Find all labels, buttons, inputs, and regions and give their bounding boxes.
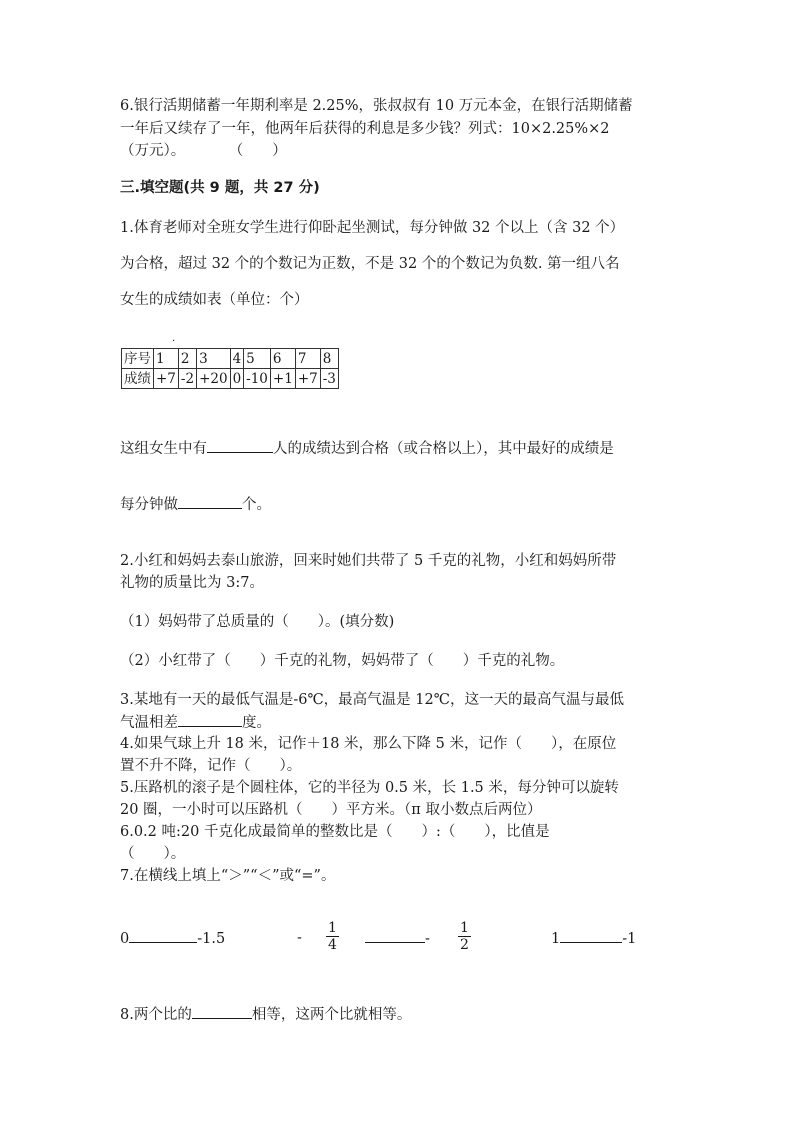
answer-blank[interactable] (365, 928, 425, 943)
answer-blank[interactable] (192, 1004, 252, 1019)
q6-prev-line3: （万元）。 （ ） (120, 143, 287, 159)
answer-blank[interactable] (178, 494, 242, 509)
q1-line4-text-b: 人的成绩达到合格（或合格以上），其中最好的成绩是 (273, 441, 614, 457)
q1-line2: 为合格，超过 32 个的个数记为正数，不是 32 个的个数记为负数. 第一组八名 (120, 256, 620, 272)
table-cell: -3 (320, 369, 338, 389)
q1-line4 (120, 438, 614, 459)
stray-dot: · (172, 336, 176, 347)
table-header-cell: 序号 (122, 349, 154, 369)
q8-line1 (120, 1004, 411, 1025)
q1-line5 (120, 494, 271, 515)
table-cell: +7 (154, 369, 179, 389)
compare-1 (120, 928, 225, 949)
q1-line3: 女生的成绩如表（单位：个） (120, 292, 309, 308)
table-cell: 3 (197, 349, 231, 369)
table-cell: +20 (197, 369, 231, 389)
table-cell: -10 (244, 369, 271, 389)
q1-line1: 1.体育老师对全班女学生进行仰卧起坐测试，每分钟做 32 个以上（含 32 个） (120, 220, 625, 236)
compare-2-minus-b: - (425, 931, 430, 947)
q5-line1: 5.压路机的滚子是个圆柱体，它的半径为 0.5 米，长 1.5 米，每分钟可以旋转 (120, 780, 619, 796)
q8-text-a: 8.两个比的 (120, 1007, 192, 1023)
table-cell: -2 (178, 369, 196, 389)
q3-line2-text-a: 气温相差 (120, 715, 178, 731)
table-cell: 2 (178, 349, 196, 369)
compare-1-left: 0 (120, 931, 130, 947)
q3-line2-text-b: 度。 (242, 715, 271, 731)
q6-line2: （ ）。 (120, 846, 186, 862)
table-cell: 7 (295, 349, 320, 369)
table-cell: +1 (270, 369, 295, 389)
table-cell: 4 (230, 349, 244, 369)
q3-line2 (120, 712, 271, 733)
fraction-numerator: 1 (460, 920, 469, 936)
compare-3 (551, 928, 636, 949)
q2-line2: 礼物的质量比为 3:7。 (120, 575, 264, 591)
q2-sub1: （1）妈妈带了总质量的（ ）。(填分数) (120, 614, 395, 630)
q2-line1: 2.小红和妈妈去泰山旅游，回来时她们共带了 5 千克的礼物，小红和妈妈所带 (120, 553, 617, 569)
compare-1-right: -1.5 (197, 931, 226, 947)
compare-3-left: 1 (551, 931, 561, 947)
q7-line1: 7.在横线上填上“＞”“＜”或“=”。 (120, 868, 336, 884)
q2-sub2: （2）小红带了（ ）千克的礼物，妈妈带了（ ）千克的礼物。 (120, 653, 565, 669)
answer-blank[interactable] (560, 928, 622, 943)
table-cell: 5 (244, 349, 271, 369)
q4-line1: 4.如果气球上升 18 米，记作＋18 米，那么下降 5 米，记作（ ），在原位 (120, 736, 617, 752)
compare-3-right: -1 (622, 931, 637, 947)
fraction-denominator: 4 (328, 937, 337, 953)
table-cell: 1 (154, 349, 179, 369)
q5-line2: 20 圈，一小时可以压路机（ ）平方米。（π 取小数点后两位） (120, 802, 542, 818)
table-row (122, 369, 339, 389)
fraction-one-half (458, 920, 471, 953)
q4-line2: 置不升不降，记作（ ）。 (120, 758, 302, 774)
table-row (122, 349, 339, 369)
score-table (121, 348, 339, 389)
q6-prev-line2: 一年后又续存了一年，他两年后获得的利息是多少钱？列式：10×2.25%×2 (120, 121, 610, 137)
table-cell: +7 (295, 369, 320, 389)
table-cell: 6 (270, 349, 295, 369)
q1-line5-text-b: 个。 (242, 497, 271, 513)
q1-line4-text-a: 这组女生中有 (120, 441, 207, 457)
q1-line5-text-a: 每分钟做 (120, 497, 178, 513)
q6-line1: 6.0.2 吨:20 千克化成最简单的整数比是（ ）:（ ），比值是 (120, 824, 550, 840)
fraction-denominator: 2 (460, 937, 469, 953)
answer-blank[interactable] (129, 928, 197, 943)
q8-text-b: 相等，这两个比就相等。 (251, 1007, 412, 1023)
fraction-numerator: 1 (328, 920, 337, 936)
compare-2-minus-a: - (297, 930, 302, 946)
section-title: 三.填空题(共 9 题，共 27 分) (120, 180, 320, 196)
q6-prev-line1: 6.银行活期储蓄一年期利率是 2.25%，张叔叔有 10 万元本金，在银行活期储蓄 (120, 98, 633, 114)
fraction-one-quarter (326, 920, 339, 953)
answer-blank[interactable] (178, 712, 242, 727)
answer-blank[interactable] (207, 438, 273, 453)
compare-2-blank-wrap (365, 928, 430, 949)
q3-line1: 3.某地有一天的最低气温是-6℃，最高气温是 12℃，这一天的最高气温与最低 (120, 692, 624, 708)
table-cell: 0 (230, 369, 244, 389)
table-header-cell: 成绩 (122, 369, 154, 389)
table-cell: 8 (320, 349, 338, 369)
